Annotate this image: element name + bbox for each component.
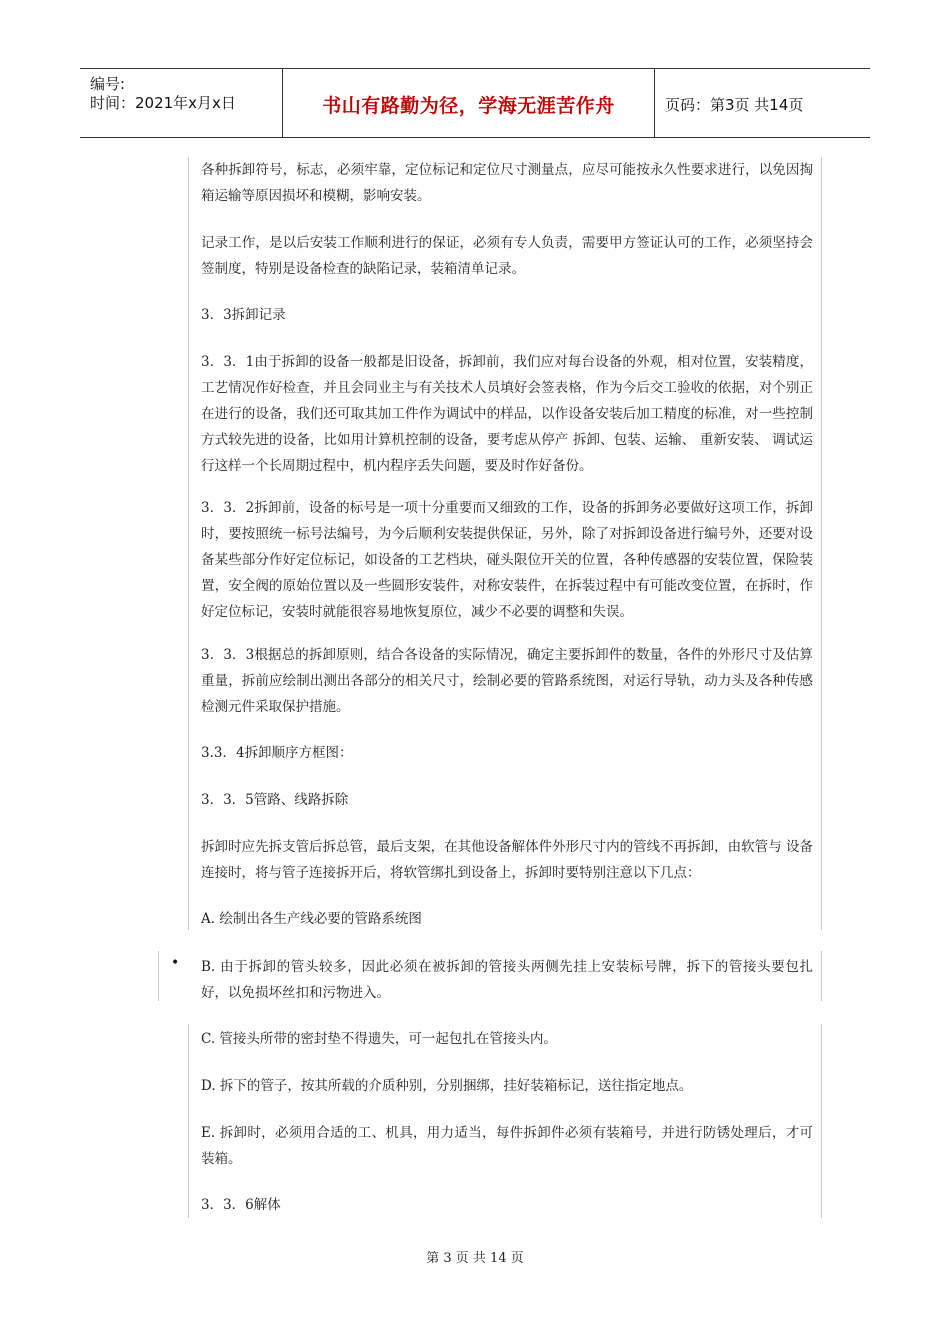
bullet-icon: •	[171, 955, 180, 971]
section-heading: 3．3．5管路、线路拆除	[201, 792, 349, 808]
header-page-cell	[655, 69, 870, 137]
section-heading: 3．3．6解体	[201, 1197, 281, 1213]
list-item: B. 由于拆卸的管头较多，因此必须在被拆卸的管接头两侧先挂上安装标号牌，拆下的管接头要包扎好，以免损坏丝扣和污物进入。	[201, 959, 813, 1001]
section-heading: 3．3拆卸记录	[201, 307, 286, 323]
list-item: A. 绘制出各生产线必要的管路系统图	[201, 911, 422, 927]
list-item: E. 拆卸时，必须用合适的工、机具，用力适当，每件拆卸件必须有装箱号，并进行防锈处理后，才可装箱。	[201, 1125, 813, 1167]
list-item: C. 管接头所带的密封垫不得遗失，可一起包扎在管接头内。	[201, 1031, 557, 1047]
paragraph: 拆卸时应先拆支管后拆总管，最后支架，在其他设备解体件外形尺寸内的管线不再拆卸，由软管与 设备连接时，将与管子连接拆开后，将软管绑扎到设备上，拆卸时要特别注意以下几点：	[201, 839, 813, 881]
paragraph: 3．3．3根据总的拆卸原则，结合各设备的实际情况，确定主要拆卸件的数量，各件的外形尺寸及估算重量，拆前应绘制出测出各部分的相关尺寸，绘制必要的管路系统图，对运行导轨，动力头及各种传感检测元件采取保护措施。	[201, 647, 813, 715]
page-footer: 第 3 页 共 14 页	[426, 1251, 524, 1266]
document-number-label: 编号:	[90, 75, 126, 93]
header-motto: 书山有路勤为径，学海无涯苦作舟	[322, 95, 615, 117]
page-header	[80, 68, 870, 138]
document-date: 时间：2021年x月x日	[90, 94, 236, 112]
header-motto-cell	[283, 69, 655, 137]
section-heading: 3.3．4拆卸顺序方框图：	[201, 745, 353, 761]
header-page-code: 页码：第3页 共14页	[665, 96, 804, 114]
paragraph: 记录工作，是以后安装工作顺利进行的保证，必须有专人负责，需要甲方签证认可的工作，必须坚持会签制度，特别是设备检查的缺陷记录，装箱清单记录。	[201, 235, 813, 277]
list-item: D. 拆下的管子，按其所载的介质种别，分别捆绑，挂好装箱标记，送往指定地点。	[201, 1078, 693, 1094]
paragraph: 各种拆卸符号，标志，必须牢靠，定位标记和定位尺寸测量点，应尽可能按永久性要求进行，以免因掏箱运输等原因损坏和模糊，影响安装。	[201, 162, 813, 204]
header-info-cell	[80, 69, 283, 137]
paragraph: 3．3．1由于拆卸的设备一般都是旧设备，拆卸前，我们应对每台设备的外观，相对位置，安装精度，工艺情况作好检查，并且会同业主与有关技术人员填好会签表格，作为今后交工验收的依据，对个别正在进行的设备，我们还可取其加工件作为调试中的样品，以作设备安装后加工精度的标准，对一些控制方式较先进的设备，比如用计算机控制的设备，要考虑从停产 拆卸、包装、运输、 重新安装、 调试运行这样一个长周期过程中，机内程序丢失问题，要及时作好备份。	[201, 354, 813, 474]
paragraph: 3．3．2拆卸前，设备的标号是一项十分重要而又细致的工作，设备的拆卸务必要做好这项工作，拆卸时，要按照统一标号法编号，为今后顺利安装提供保证，另外，除了对拆卸设备进行编号外，还要对设备某些部分作好定位标记，如设备的工艺档块，碰头限位开关的位置，各种传感器的安装位置，保险装置，安全阀的原始位置以及一些圆形安装件，对称安装件，在拆装过程中有可能改变位置，在拆时，作好定位标记，安装时就能很容易地恢复原位，减少不必要的调整和失误。	[201, 500, 813, 620]
